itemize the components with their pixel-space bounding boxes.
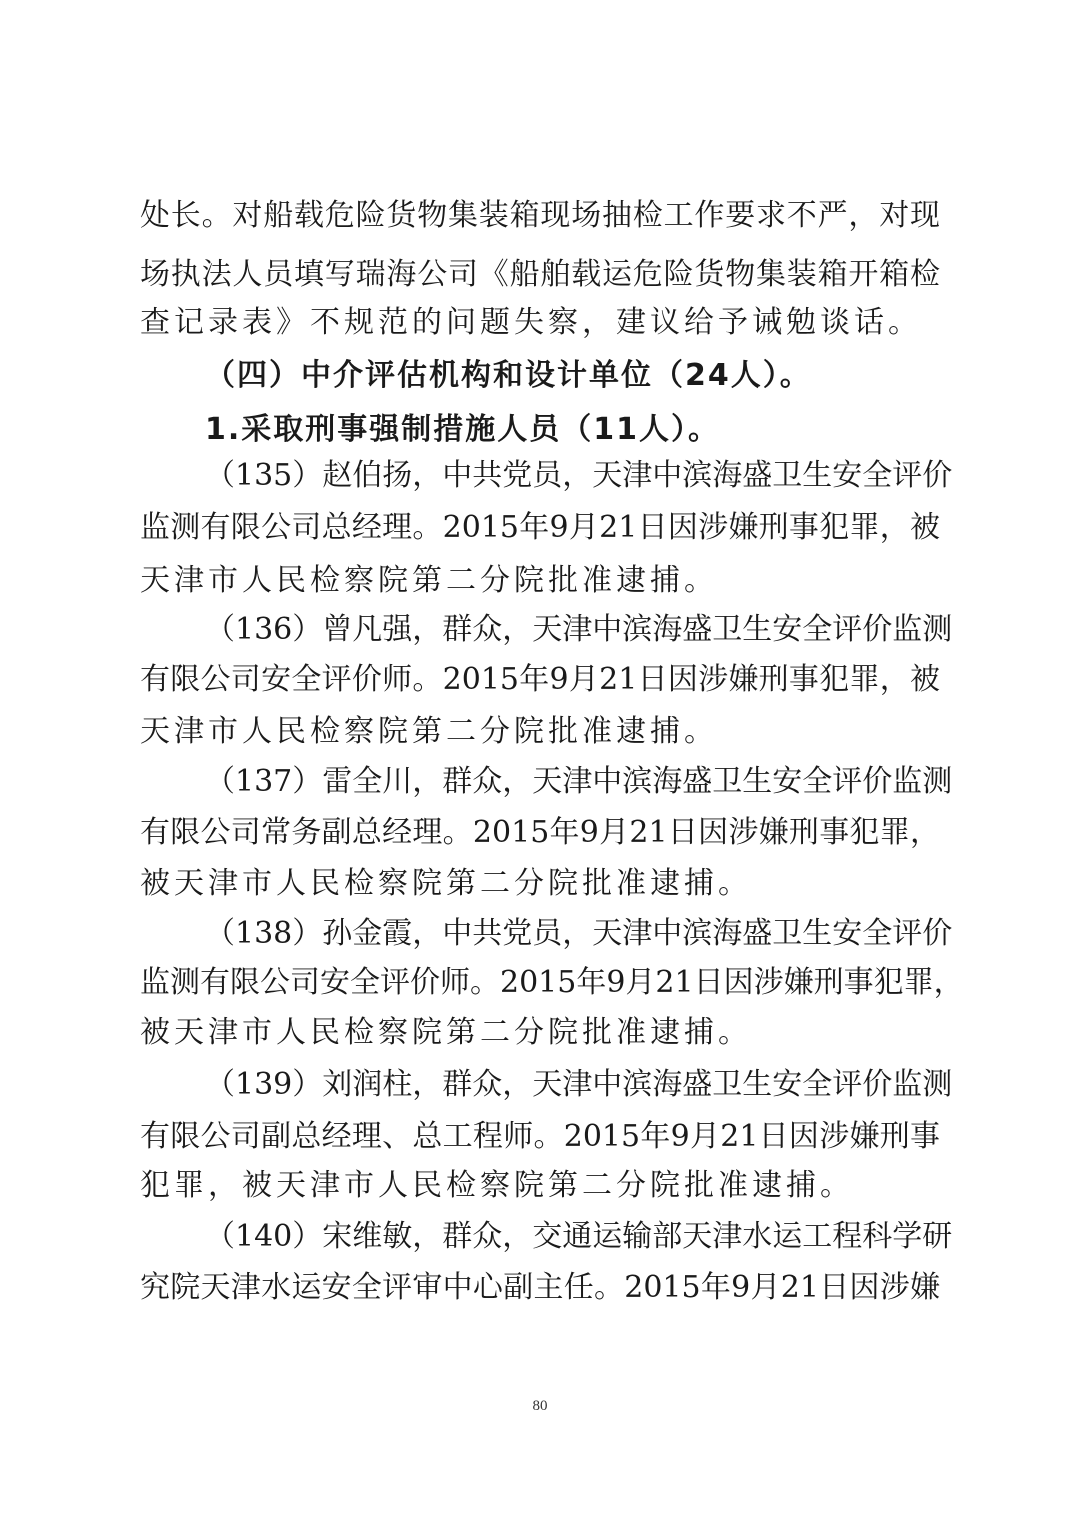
section-heading: （四）中介评估机构和设计单位（24人）。: [205, 358, 812, 393]
text-line: 场执法人员填写瑞海公司《船舶载运危险货物集装箱开箱检: [140, 257, 940, 292]
page-number: 80: [532, 1398, 548, 1414]
text-line: 究院天津水运安全评审中心副主任。2015年9月21日因涉嫌: [140, 1270, 940, 1305]
text-line: 查记录表》不规范的问题失察，建议给予诫勉谈话。: [140, 305, 922, 340]
text-line: （140）宋维敏，群众，交通运输部天津水运工程科学研: [205, 1219, 953, 1254]
text-line: 监测有限公司安全评价师。2015年9月21日因涉嫌刑事犯罪，: [140, 965, 964, 1000]
text-line: 天津市人民检察院第二分院批准逮捕。: [140, 563, 718, 598]
text-line: （137）雷全川，群众，天津中滨海盛卫生安全评价监测: [205, 764, 953, 799]
text-line: 犯罪，被天津市人民检察院第二分院批准逮捕。: [140, 1168, 854, 1203]
text-line: 被天津市人民检察院第二分院批准逮捕。: [140, 1015, 752, 1050]
text-line: （136）曾凡强，群众，天津中滨海盛卫生安全评价监测: [205, 612, 953, 647]
text-line: （135）赵伯扬，中共党员，天津中滨海盛卫生安全评价: [205, 458, 953, 493]
text-line: 有限公司常务副总经理。2015年9月21日因涉嫌刑事犯罪，: [140, 815, 940, 850]
text-line: 有限公司安全评价师。2015年9月21日因涉嫌刑事犯罪，被: [140, 662, 940, 697]
text-line: 被天津市人民检察院第二分院批准逮捕。: [140, 866, 752, 901]
subsection-heading: 1.采取刑事强制措施人员（11人）。: [205, 412, 721, 447]
text-line: 天津市人民检察院第二分院批准逮捕。: [140, 714, 718, 749]
text-line: 监测有限公司总经理。2015年9月21日因涉嫌刑事犯罪，被: [140, 510, 940, 545]
text-line: 有限公司副总经理、总工程师。2015年9月21日因涉嫌刑事: [140, 1119, 940, 1154]
text-line: （138）孙金霞，中共党员，天津中滨海盛卫生安全评价: [205, 916, 953, 951]
text-line: （139）刘润柱，群众，天津中滨海盛卫生安全评价监测: [205, 1067, 953, 1102]
text-line: 处长。对船载危险货物集装箱现场抽检工作要求不严，对现: [140, 198, 940, 233]
